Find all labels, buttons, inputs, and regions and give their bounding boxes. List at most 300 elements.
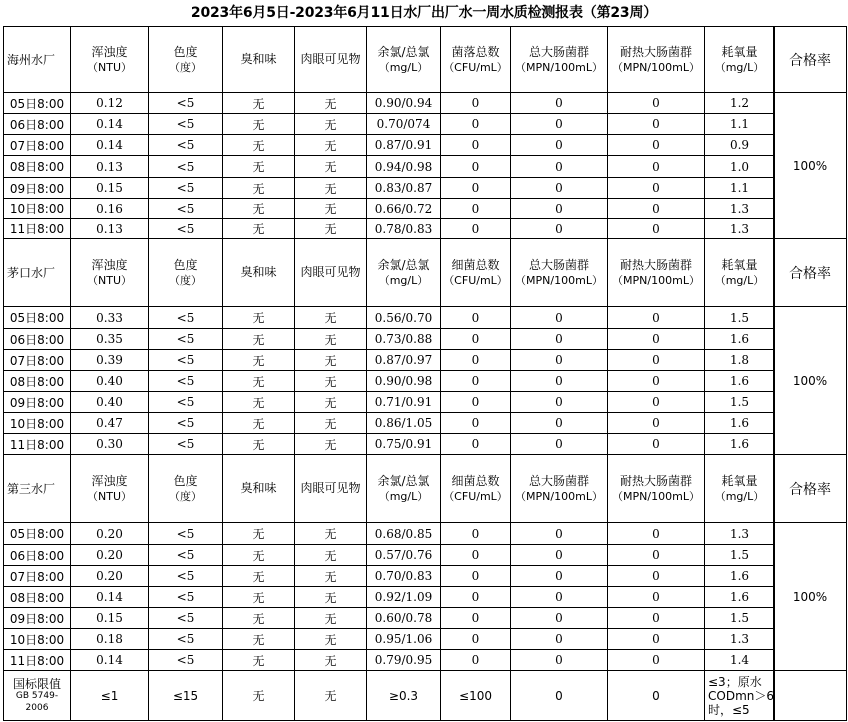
- chlorine-cell: 0.87/0.91: [367, 135, 441, 156]
- header-turbidity-label: 浑浊度: [91, 257, 128, 272]
- table-row: [4, 545, 775, 566]
- header-turbidity: [71, 239, 149, 307]
- table-row: [4, 629, 775, 650]
- header-chlorine-label: 余氯/总氯: [377, 257, 430, 272]
- date-cell: 08日8:00: [4, 587, 71, 608]
- turbidity-cell: 0.12: [71, 93, 149, 114]
- visible-cell: 无: [295, 608, 367, 629]
- pass-rate-value: 100%: [774, 523, 847, 671]
- turbidity-cell: 0.14: [71, 650, 149, 671]
- table-row: [4, 523, 775, 545]
- bacteria-cell: 0: [441, 413, 511, 434]
- header-thermo: [608, 239, 705, 307]
- header-oxygen-label: 耗氧量: [721, 257, 758, 272]
- oxygen-cell: 1.3: [705, 629, 775, 650]
- standard-oxygen: ≤3；原水CODmn＞6时，≤5: [705, 671, 775, 721]
- visible-cell: 无: [295, 566, 367, 587]
- odor-cell: 无: [223, 413, 295, 434]
- header-odor: [223, 455, 295, 523]
- header-color-unit: （度）: [169, 489, 202, 503]
- header-oxygen-unit: （mg/L）: [714, 60, 765, 74]
- turbidity-cell: 0.14: [71, 135, 149, 156]
- bacteria-cell: 0: [441, 199, 511, 219]
- thermo-cell: 0: [608, 114, 705, 135]
- chlorine-cell: 0.68/0.85: [367, 523, 441, 545]
- date-cell: 09日8:00: [4, 608, 71, 629]
- date-cell: 05日8:00: [4, 93, 71, 114]
- color-cell: <5: [149, 545, 223, 566]
- oxygen-cell: 1.5: [705, 307, 775, 329]
- visible-cell: 无: [295, 392, 367, 413]
- odor-cell: 无: [223, 329, 295, 350]
- header-visible: [295, 27, 367, 93]
- odor-cell: 无: [223, 219, 295, 239]
- standard-thermo: 0: [608, 671, 705, 721]
- header-coliform-unit: （MPN/100mL）: [515, 489, 603, 503]
- visible-cell: 无: [295, 371, 367, 392]
- table-row: [4, 350, 775, 371]
- table-row: [4, 219, 775, 239]
- coliform-cell: 0: [511, 523, 608, 545]
- chlorine-cell: 0.56/0.70: [367, 307, 441, 329]
- date-cell: 06日8:00: [4, 114, 71, 135]
- bacteria-cell: 0: [441, 114, 511, 135]
- coliform-cell: 0: [511, 566, 608, 587]
- header-bacteria-label: 细菌总数: [451, 473, 500, 488]
- thermo-cell: 0: [608, 566, 705, 587]
- oxygen-cell: 1.6: [705, 434, 775, 455]
- oxygen-cell: 1.5: [705, 545, 775, 566]
- header-color: [149, 239, 223, 307]
- header-turbidity-unit: （NTU）: [87, 489, 132, 503]
- header-coliform-unit: （MPN/100mL）: [515, 273, 603, 287]
- visible-cell: 无: [295, 114, 367, 135]
- date-cell: 05日8:00: [4, 307, 71, 329]
- bacteria-cell: 0: [441, 219, 511, 239]
- turbidity-cell: 0.47: [71, 413, 149, 434]
- bacteria-cell: 0: [441, 307, 511, 329]
- visible-cell: 无: [295, 135, 367, 156]
- bacteria-cell: 0: [441, 371, 511, 392]
- odor-cell: 无: [223, 178, 295, 199]
- table-row: [4, 199, 775, 219]
- standard-bacteria: ≤100: [441, 671, 511, 721]
- odor-cell: 无: [223, 135, 295, 156]
- odor-cell: 无: [223, 545, 295, 566]
- date-cell: 09日8:00: [4, 178, 71, 199]
- odor-cell: 无: [223, 199, 295, 219]
- water-quality-table: [3, 26, 775, 721]
- header-bacteria-unit: （CFU/mL）: [443, 489, 508, 503]
- bacteria-cell: 0: [441, 608, 511, 629]
- header-chlorine-label: 余氯/总氯: [377, 473, 430, 488]
- header-thermo-label: 耐热大肠菌群: [619, 44, 692, 59]
- header-turbidity-label: 浑浊度: [91, 44, 128, 59]
- color-cell: <5: [149, 523, 223, 545]
- table-row: [4, 608, 775, 629]
- table-row: [4, 114, 775, 135]
- standard-chlorine: ≥0.3: [367, 671, 441, 721]
- table-row: [4, 93, 775, 114]
- color-cell: <5: [149, 371, 223, 392]
- visible-cell: 无: [295, 156, 367, 178]
- table-row: [4, 329, 775, 350]
- header-thermo: [608, 27, 705, 93]
- plant-name: 茅口水厂: [4, 239, 71, 307]
- coliform-cell: 0: [511, 392, 608, 413]
- header-thermo-unit: （MPN/100mL）: [612, 273, 700, 287]
- color-cell: <5: [149, 135, 223, 156]
- turbidity-cell: 0.20: [71, 545, 149, 566]
- bacteria-cell: 0: [441, 650, 511, 671]
- chlorine-cell: 0.75/0.91: [367, 434, 441, 455]
- header-thermo-label: 耐热大肠菌群: [619, 473, 692, 488]
- thermo-cell: 0: [608, 392, 705, 413]
- visible-cell: 无: [295, 329, 367, 350]
- color-cell: <5: [149, 650, 223, 671]
- odor-cell: 无: [223, 371, 295, 392]
- table-row: [4, 434, 775, 455]
- thermo-cell: 0: [608, 650, 705, 671]
- turbidity-cell: 0.13: [71, 219, 149, 239]
- color-cell: <5: [149, 219, 223, 239]
- visible-cell: 无: [295, 413, 367, 434]
- coliform-cell: 0: [511, 545, 608, 566]
- header-oxygen-unit: （mg/L）: [714, 489, 765, 503]
- visible-cell: 无: [295, 523, 367, 545]
- date-cell: 06日8:00: [4, 329, 71, 350]
- coliform-cell: 0: [511, 350, 608, 371]
- color-cell: <5: [149, 629, 223, 650]
- standard-label-line1: 国标限值: [12, 676, 61, 691]
- header-odor-label: 臭和味: [240, 265, 277, 279]
- bacteria-cell: 0: [441, 566, 511, 587]
- date-cell: 11日8:00: [4, 219, 71, 239]
- header-chlorine-label: 余氯/总氯: [377, 44, 430, 59]
- odor-cell: 无: [223, 566, 295, 587]
- plant-name: 海州水厂: [4, 27, 71, 93]
- odor-cell: 无: [223, 650, 295, 671]
- header-color-label: 色度: [173, 257, 198, 272]
- bacteria-cell: 0: [441, 156, 511, 178]
- header-visible-label: 肉眼可见物: [300, 481, 361, 495]
- odor-cell: 无: [223, 307, 295, 329]
- oxygen-cell: 1.3: [705, 523, 775, 545]
- turbidity-cell: 0.30: [71, 434, 149, 455]
- chlorine-cell: 0.87/0.97: [367, 350, 441, 371]
- header-visible-label: 肉眼可见物: [300, 52, 361, 66]
- odor-cell: 无: [223, 523, 295, 545]
- color-cell: <5: [149, 329, 223, 350]
- chlorine-cell: 0.66/0.72: [367, 199, 441, 219]
- header-thermo-unit: （MPN/100mL）: [612, 60, 700, 74]
- color-cell: <5: [149, 434, 223, 455]
- chlorine-cell: 0.78/0.83: [367, 219, 441, 239]
- thermo-cell: 0: [608, 545, 705, 566]
- standard-label-line3: 2006: [25, 702, 49, 713]
- pass-rate-header: 合格率: [774, 455, 847, 523]
- odor-cell: 无: [223, 350, 295, 371]
- oxygen-cell: 1.3: [705, 219, 775, 239]
- standard-label-line2: GB 5749-: [15, 690, 59, 701]
- coliform-cell: 0: [511, 178, 608, 199]
- oxygen-cell: 1.2: [705, 93, 775, 114]
- visible-cell: 无: [295, 178, 367, 199]
- oxygen-cell: 1.3: [705, 199, 775, 219]
- turbidity-cell: 0.40: [71, 371, 149, 392]
- chlorine-cell: 0.60/0.78: [367, 608, 441, 629]
- pass-rate-value: 100%: [774, 307, 847, 455]
- date-cell: 11日8:00: [4, 434, 71, 455]
- plant-header-row: [4, 239, 775, 307]
- coliform-cell: 0: [511, 629, 608, 650]
- color-cell: <5: [149, 199, 223, 219]
- header-chlorine: [367, 239, 441, 307]
- date-cell: 09日8:00: [4, 392, 71, 413]
- turbidity-cell: 0.14: [71, 114, 149, 135]
- color-cell: <5: [149, 392, 223, 413]
- chlorine-cell: 0.83/0.87: [367, 178, 441, 199]
- coliform-cell: 0: [511, 114, 608, 135]
- odor-cell: 无: [223, 629, 295, 650]
- table-row: [4, 413, 775, 434]
- pass-rate-value: 100%: [774, 93, 847, 239]
- turbidity-cell: 0.35: [71, 329, 149, 350]
- chlorine-cell: 0.70/0.83: [367, 566, 441, 587]
- thermo-cell: 0: [608, 371, 705, 392]
- chlorine-cell: 0.57/0.76: [367, 545, 441, 566]
- chlorine-cell: 0.73/0.88: [367, 329, 441, 350]
- plant-header-row: [4, 27, 775, 93]
- pass-rate-header: 合格率: [774, 239, 847, 307]
- header-bacteria: [441, 27, 511, 93]
- thermo-cell: 0: [608, 178, 705, 199]
- coliform-cell: 0: [511, 156, 608, 178]
- bacteria-cell: 0: [441, 178, 511, 199]
- header-bacteria: [441, 239, 511, 307]
- header-visible: [295, 239, 367, 307]
- header-coliform: [511, 455, 608, 523]
- odor-cell: 无: [223, 392, 295, 413]
- date-cell: 10日8:00: [4, 413, 71, 434]
- chlorine-cell: 0.71/0.91: [367, 392, 441, 413]
- table-body: [4, 27, 775, 721]
- thermo-cell: 0: [608, 307, 705, 329]
- visible-cell: 无: [295, 219, 367, 239]
- color-cell: <5: [149, 156, 223, 178]
- oxygen-cell: 1.6: [705, 587, 775, 608]
- pass-rate-empty: [774, 671, 847, 721]
- oxygen-cell: 0.9: [705, 135, 775, 156]
- bacteria-cell: 0: [441, 523, 511, 545]
- thermo-cell: 0: [608, 93, 705, 114]
- thermo-cell: 0: [608, 219, 705, 239]
- header-turbidity: [71, 455, 149, 523]
- coliform-cell: 0: [511, 608, 608, 629]
- color-cell: <5: [149, 413, 223, 434]
- header-turbidity-label: 浑浊度: [91, 473, 128, 488]
- pass-rate-header: 合格率: [774, 27, 847, 93]
- date-cell: 08日8:00: [4, 156, 71, 178]
- coliform-cell: 0: [511, 219, 608, 239]
- thermo-cell: 0: [608, 199, 705, 219]
- oxygen-cell: 1.6: [705, 329, 775, 350]
- header-bacteria-unit: （CFU/mL）: [443, 273, 508, 287]
- chlorine-cell: 0.79/0.95: [367, 650, 441, 671]
- turbidity-cell: 0.20: [71, 566, 149, 587]
- chlorine-cell: 0.90/0.94: [367, 93, 441, 114]
- color-cell: <5: [149, 587, 223, 608]
- bacteria-cell: 0: [441, 587, 511, 608]
- table-row: [4, 566, 775, 587]
- header-bacteria-label: 菌落总数: [451, 44, 500, 59]
- turbidity-cell: 0.33: [71, 307, 149, 329]
- color-cell: <5: [149, 93, 223, 114]
- visible-cell: 无: [295, 434, 367, 455]
- visible-cell: 无: [295, 307, 367, 329]
- table-row: [4, 307, 775, 329]
- color-cell: <5: [149, 566, 223, 587]
- header-visible: [295, 455, 367, 523]
- chlorine-cell: 0.90/0.98: [367, 371, 441, 392]
- thermo-cell: 0: [608, 135, 705, 156]
- turbidity-cell: 0.20: [71, 523, 149, 545]
- header-coliform-label: 总大肠菌群: [528, 257, 589, 272]
- color-cell: <5: [149, 608, 223, 629]
- header-oxygen-unit: （mg/L）: [714, 273, 765, 287]
- oxygen-cell: 1.1: [705, 114, 775, 135]
- coliform-cell: 0: [511, 93, 608, 114]
- coliform-cell: 0: [511, 371, 608, 392]
- thermo-cell: 0: [608, 434, 705, 455]
- date-cell: 07日8:00: [4, 566, 71, 587]
- oxygen-cell: 1.6: [705, 371, 775, 392]
- bacteria-cell: 0: [441, 93, 511, 114]
- coliform-cell: 0: [511, 199, 608, 219]
- thermo-cell: 0: [608, 523, 705, 545]
- oxygen-cell: 1.8: [705, 350, 775, 371]
- header-thermo-label: 耐热大肠菌群: [619, 257, 692, 272]
- table-row: [4, 371, 775, 392]
- thermo-cell: 0: [608, 413, 705, 434]
- color-cell: <5: [149, 114, 223, 135]
- coliform-cell: 0: [511, 587, 608, 608]
- odor-cell: 无: [223, 156, 295, 178]
- table-row: [4, 392, 775, 413]
- thermo-cell: 0: [608, 329, 705, 350]
- coliform-cell: 0: [511, 135, 608, 156]
- coliform-cell: 0: [511, 413, 608, 434]
- visible-cell: 无: [295, 199, 367, 219]
- turbidity-cell: 0.14: [71, 587, 149, 608]
- visible-cell: 无: [295, 545, 367, 566]
- odor-cell: 无: [223, 114, 295, 135]
- color-cell: <5: [149, 350, 223, 371]
- coliform-cell: 0: [511, 434, 608, 455]
- bacteria-cell: 0: [441, 629, 511, 650]
- header-turbidity-unit: （NTU）: [87, 273, 132, 287]
- header-thermo: [608, 455, 705, 523]
- color-cell: <5: [149, 307, 223, 329]
- table-row: [4, 156, 775, 178]
- odor-cell: 无: [223, 434, 295, 455]
- header-color: [149, 27, 223, 93]
- header-turbidity-unit: （NTU）: [87, 60, 132, 74]
- turbidity-cell: 0.13: [71, 156, 149, 178]
- header-oxygen: [705, 455, 775, 523]
- turbidity-cell: 0.40: [71, 392, 149, 413]
- standard-coliform: 0: [511, 671, 608, 721]
- turbidity-cell: 0.15: [71, 178, 149, 199]
- header-bacteria-unit: （CFU/mL）: [443, 60, 508, 74]
- header-turbidity: [71, 27, 149, 93]
- thermo-cell: 0: [608, 350, 705, 371]
- table-row: [4, 135, 775, 156]
- header-odor-label: 臭和味: [240, 481, 277, 495]
- date-cell: 08日8:00: [4, 371, 71, 392]
- chlorine-cell: 0.86/1.05: [367, 413, 441, 434]
- bacteria-cell: 0: [441, 545, 511, 566]
- bacteria-cell: 0: [441, 350, 511, 371]
- header-color-label: 色度: [173, 473, 198, 488]
- visible-cell: 无: [295, 629, 367, 650]
- plant-header-row: [4, 455, 775, 523]
- header-coliform: [511, 27, 608, 93]
- thermo-cell: 0: [608, 156, 705, 178]
- odor-cell: 无: [223, 587, 295, 608]
- odor-cell: 无: [223, 608, 295, 629]
- date-cell: 10日8:00: [4, 199, 71, 219]
- thermo-cell: 0: [608, 587, 705, 608]
- turbidity-cell: 0.39: [71, 350, 149, 371]
- header-coliform-unit: （MPN/100mL）: [515, 60, 603, 74]
- date-cell: 07日8:00: [4, 350, 71, 371]
- standard-turbidity: ≤1: [71, 671, 149, 721]
- header-odor: [223, 239, 295, 307]
- header-oxygen-label: 耗氧量: [721, 473, 758, 488]
- header-bacteria-label: 细菌总数: [451, 257, 500, 272]
- report-title: 2023年6月5日-2023年6月11日水厂出厂水一周水质检测报表（第23周）: [190, 5, 658, 21]
- header-coliform-label: 总大肠菌群: [528, 473, 589, 488]
- header-oxygen: [705, 27, 775, 93]
- header-odor: [223, 27, 295, 93]
- coliform-cell: 0: [511, 329, 608, 350]
- header-color-unit: （度）: [169, 273, 202, 287]
- visible-cell: 无: [295, 650, 367, 671]
- header-chlorine: [367, 455, 441, 523]
- visible-cell: 无: [295, 93, 367, 114]
- coliform-cell: 0: [511, 650, 608, 671]
- table-row: [4, 178, 775, 199]
- visible-cell: 无: [295, 350, 367, 371]
- thermo-cell: 0: [608, 608, 705, 629]
- pass-rate-table: [773, 26, 847, 721]
- oxygen-cell: 1.6: [705, 566, 775, 587]
- oxygen-cell: 1.1: [705, 178, 775, 199]
- header-chlorine: [367, 27, 441, 93]
- header-color: [149, 455, 223, 523]
- standard-label: [4, 671, 71, 721]
- standard-odor: 无: [223, 671, 295, 721]
- date-cell: 05日8:00: [4, 523, 71, 545]
- date-cell: 10日8:00: [4, 629, 71, 650]
- chlorine-cell: 0.95/1.06: [367, 629, 441, 650]
- standard-visible: 无: [295, 671, 367, 721]
- pass-rate-column: [773, 26, 847, 721]
- header-oxygen: [705, 239, 775, 307]
- header-thermo-unit: （MPN/100mL）: [612, 489, 700, 503]
- table-row: [4, 587, 775, 608]
